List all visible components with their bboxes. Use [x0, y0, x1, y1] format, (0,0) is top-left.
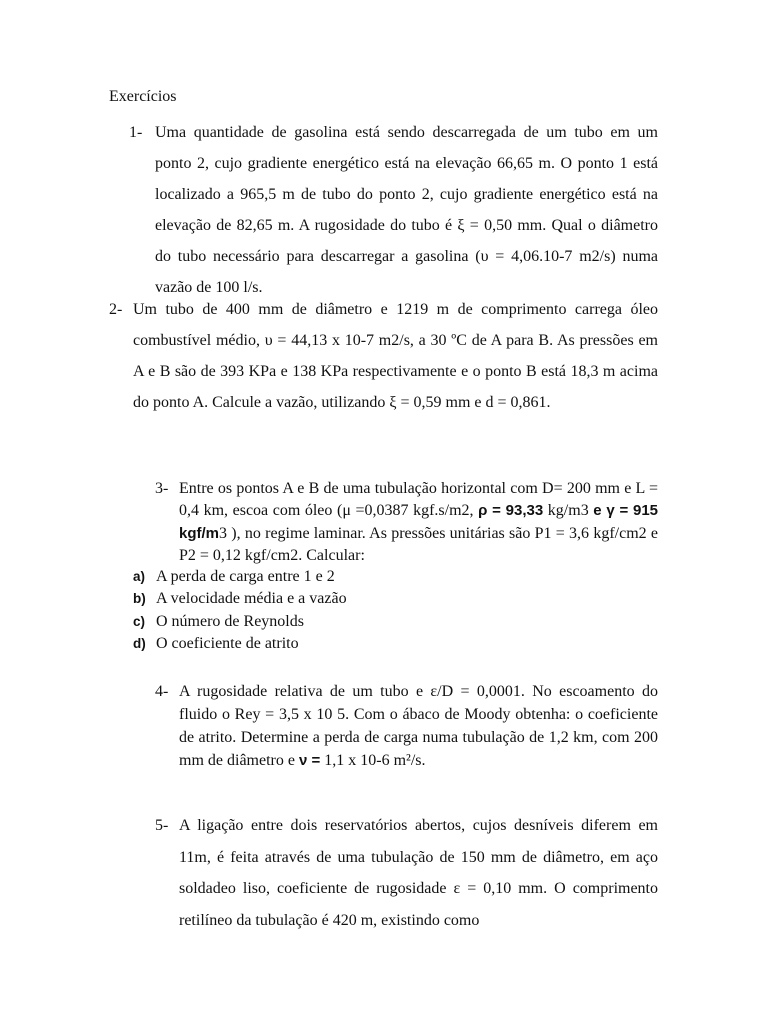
item-text: O número de Reynolds: [156, 612, 304, 630]
exercise-4-text-b: 1,1 x 10-6 m²/s.: [324, 752, 426, 769]
exercise-3-number: 3-: [155, 480, 169, 497]
exercise-3-gamma: e γ = 915 kgf/m: [179, 502, 659, 542]
exercise-2-text: Um tubo de 400 mm de diâmetro e 1219 m de comprimento carrega óleo combustível médio, υ = 44,13 x 10-7 m2/s, a 30 ºC de A para B. As pressões em A e B são de 393 KPa e 138 KPa respectivamente e o ponto B está 18,3 m acima do ponto A. Calcule a vazão, utilizando ξ = 0,59 mm e d = 0,861.: [133, 301, 658, 411]
item-text: A velocidade média e a vazão: [156, 590, 347, 608]
item-letter: a): [133, 569, 146, 584]
exercise-4-text-a: A rugosidade relativa de um tubo e ε/D = 0,0001. No escoamento do fluido o Rey = 3,5 x 10 5. Com o ábaco de Moody obtenha: o coeficiente de atrito. Determine a perda de carga numa tubulação de 1,2 km, com 200 mm de diâmetro e: [179, 683, 658, 769]
exercise-2-number: 2-: [109, 301, 123, 318]
item-letter: c): [133, 613, 146, 629]
exercise-4: [155, 680, 658, 772]
list-item: [133, 611, 653, 633]
exercise-4-nu: ν =: [298, 752, 321, 769]
list-item: [133, 633, 653, 655]
exercise-3-rho: ρ = 93,33: [478, 502, 544, 520]
list-item: [133, 588, 653, 610]
exercise-1-text: Uma quantidade de gasolina está sendo descarregada de um tubo em um ponto 2, cujo gradiente energético está na elevação 66,65 m. O ponto 1 está localizado a 965,5 m de tubo do ponto 2, cujo gradiente energético está na elevação de 82,65 m. A rugosidade do tubo é ξ = 0,50 mm. Qual o diâmetro do tubo necessário para descarregar a gasolina (υ = 4,06.10-7 m2/s) numa vazão de 100 l/s.: [155, 124, 658, 296]
exercise-5-text: A ligação entre dois reservatórios abertos, cujos desníveis diferem em 11m, é feita através de uma tubulação de 150 mm de diâmetro, em aço soldadeo liso, coeficiente de rugosidade ε = 0,10 mm. O comprimento retilíneo da tubulação é 420 m, existindo como: [179, 817, 658, 929]
list-item: [133, 566, 653, 588]
exercise-1: [129, 117, 658, 303]
exercise-3-text-c: 3 ), no regime laminar. As pressões unitárias são P1 = 3,6 kgf/cm2 e P2 = 0,12 kgf/cm2. Calcular:: [179, 524, 658, 564]
exercise-2: [109, 294, 658, 418]
exercise-5-number: 5-: [155, 817, 169, 834]
item-letter: b): [133, 591, 146, 607]
exercise-3-text-b: kg/m3: [547, 502, 589, 520]
exercise-3-text-a: Entre os pontos A e B de uma tubulação horizontal com D= 200 mm e L = 0,4 km, escoa com óleo (μ =0,0387 kgf.s/m2,: [179, 480, 658, 520]
item-letter: d): [133, 636, 146, 652]
page-title: Exercícios: [109, 88, 177, 105]
exercise-1-number: 1-: [129, 124, 143, 141]
exercise-3: [155, 478, 659, 567]
exercise-3-items: [133, 566, 653, 656]
exercise-4-number: 4-: [155, 683, 169, 700]
item-text: O coeficiente de atrito: [156, 635, 299, 653]
item-text: A perda de carga entre 1 e 2: [156, 568, 335, 585]
exercise-5: [155, 810, 658, 936]
